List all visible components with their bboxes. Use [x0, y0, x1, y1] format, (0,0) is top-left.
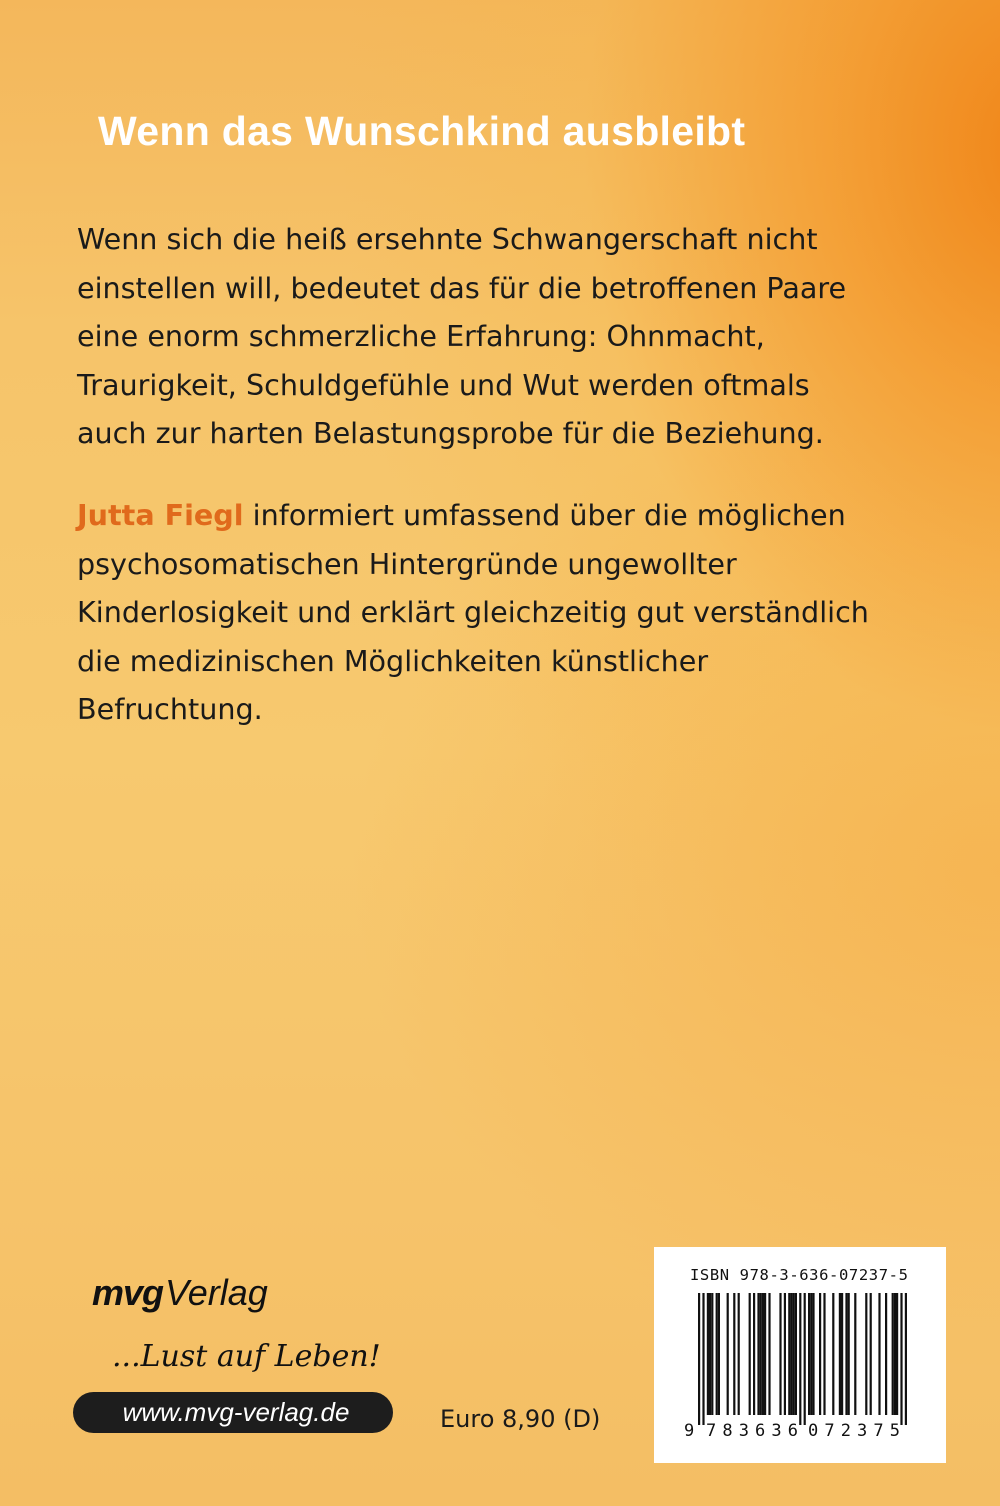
- blurb-line: Wenn sich die heiß ersehnte Schwangerschaft nicht: [77, 222, 818, 256]
- barcode-first-digit: 9: [684, 1421, 695, 1441]
- barcode-bar: [819, 1293, 821, 1415]
- blurb-line: psychosomatischen Hintergründe ungewollter: [77, 546, 737, 581]
- barcode-bar: [716, 1293, 718, 1415]
- barcode-bar: [793, 1293, 795, 1415]
- blurb-paragraph-2: [77, 491, 937, 734]
- barcode-bar: [733, 1293, 735, 1415]
- barcode-bar: [727, 1293, 729, 1415]
- publisher-logo: [92, 1272, 268, 1314]
- cover-title: Wenn das Wunschkind ausbleibt: [98, 108, 746, 154]
- barcode-bar: [854, 1293, 856, 1415]
- blurb-paragraph-1: [77, 215, 937, 458]
- barcode-bar: [832, 1293, 834, 1415]
- barcode-bar: [799, 1293, 801, 1425]
- barcode-bar: [709, 1293, 711, 1415]
- barcode-bar: [894, 1293, 896, 1415]
- barcode-bar: [839, 1293, 841, 1415]
- publisher-slogan-text: ...Lust auf Leben!: [112, 1339, 381, 1374]
- barcode-bar: [885, 1293, 887, 1415]
- blurb-line: eine enorm schmerzliche Erfahrung: Ohnmacht,: [77, 319, 765, 353]
- barcode-bar: [768, 1293, 770, 1415]
- blurb-line: [77, 491, 937, 540]
- barcode-bar: [848, 1293, 850, 1415]
- barcode-bar: [878, 1293, 880, 1415]
- barcode-bar: [711, 1293, 713, 1415]
- barcode-bar: [804, 1293, 806, 1425]
- barcode-bar: [760, 1293, 762, 1415]
- ean-barcode: [684, 1293, 922, 1441]
- publisher-logo-mvg: mvg: [92, 1272, 164, 1313]
- blurb-line: Kinderlosigkeit und erklärt gleichzeitig gut verständlich: [77, 595, 869, 629]
- barcode-bar: [790, 1293, 792, 1415]
- barcode-bar: [905, 1293, 907, 1425]
- barcode-bar: [810, 1293, 812, 1415]
- blurb-line-rest: informiert umfassend über die möglichen: [243, 498, 846, 532]
- barcode-right-digits: 072375: [808, 1421, 900, 1441]
- barcode-bar: [749, 1293, 751, 1415]
- publisher-url[interactable]: www.mvg-verlag.de: [73, 1392, 393, 1433]
- publisher-logo-verlag: Verlag: [165, 1272, 268, 1313]
- author-name: Jutta Fiegl: [77, 498, 244, 532]
- barcode-bar: [865, 1293, 867, 1415]
- barcode-bar: [900, 1293, 902, 1425]
- blurb-line: Traurigkeit, Schuldgefühle und Wut werden oftmals: [77, 367, 810, 402]
- barcode-bar: [808, 1293, 810, 1415]
- barcode-bar: [870, 1293, 872, 1415]
- publisher-slogan: [108, 1318, 408, 1388]
- barcode-bar: [784, 1293, 786, 1415]
- barcode-bar: [757, 1293, 759, 1415]
- barcode-bar: [764, 1293, 766, 1415]
- barcode-bar: [698, 1293, 700, 1425]
- blurb-line: auch zur harten Belastungsprobe für die Beziehung.: [77, 416, 824, 450]
- barcode-bar: [753, 1293, 755, 1415]
- barcode-left-digits: 783636: [706, 1421, 798, 1441]
- barcode-bar: [718, 1293, 720, 1415]
- barcode-bar: [823, 1293, 825, 1415]
- blurb-line: Befruchtung.: [77, 692, 263, 726]
- barcode-bar: [762, 1293, 764, 1415]
- barcode-bar: [812, 1293, 814, 1415]
- blurb-line: die medizinischen Möglichkeiten künstlicher: [77, 643, 709, 678]
- isbn-number: ISBN 978-3-636-07237-5: [690, 1266, 909, 1284]
- barcode-bar: [738, 1293, 740, 1415]
- barcode-bar: [779, 1293, 781, 1415]
- barcode-bar: [707, 1293, 709, 1415]
- barcode-bar: [702, 1293, 704, 1425]
- barcode-bar: [841, 1293, 843, 1415]
- barcode-label: [654, 1247, 946, 1463]
- price-label: Euro 8,90 (D): [440, 1405, 601, 1433]
- barcode-bar: [795, 1293, 797, 1415]
- barcode-bar: [892, 1293, 894, 1415]
- barcode-bar: [896, 1293, 898, 1415]
- barcode-bars: [698, 1293, 907, 1425]
- barcode-bar: [845, 1293, 847, 1415]
- barcode-bar: [788, 1293, 790, 1415]
- blurb-line: einstellen will, bedeutet das für die betroffenen Paare: [77, 270, 847, 305]
